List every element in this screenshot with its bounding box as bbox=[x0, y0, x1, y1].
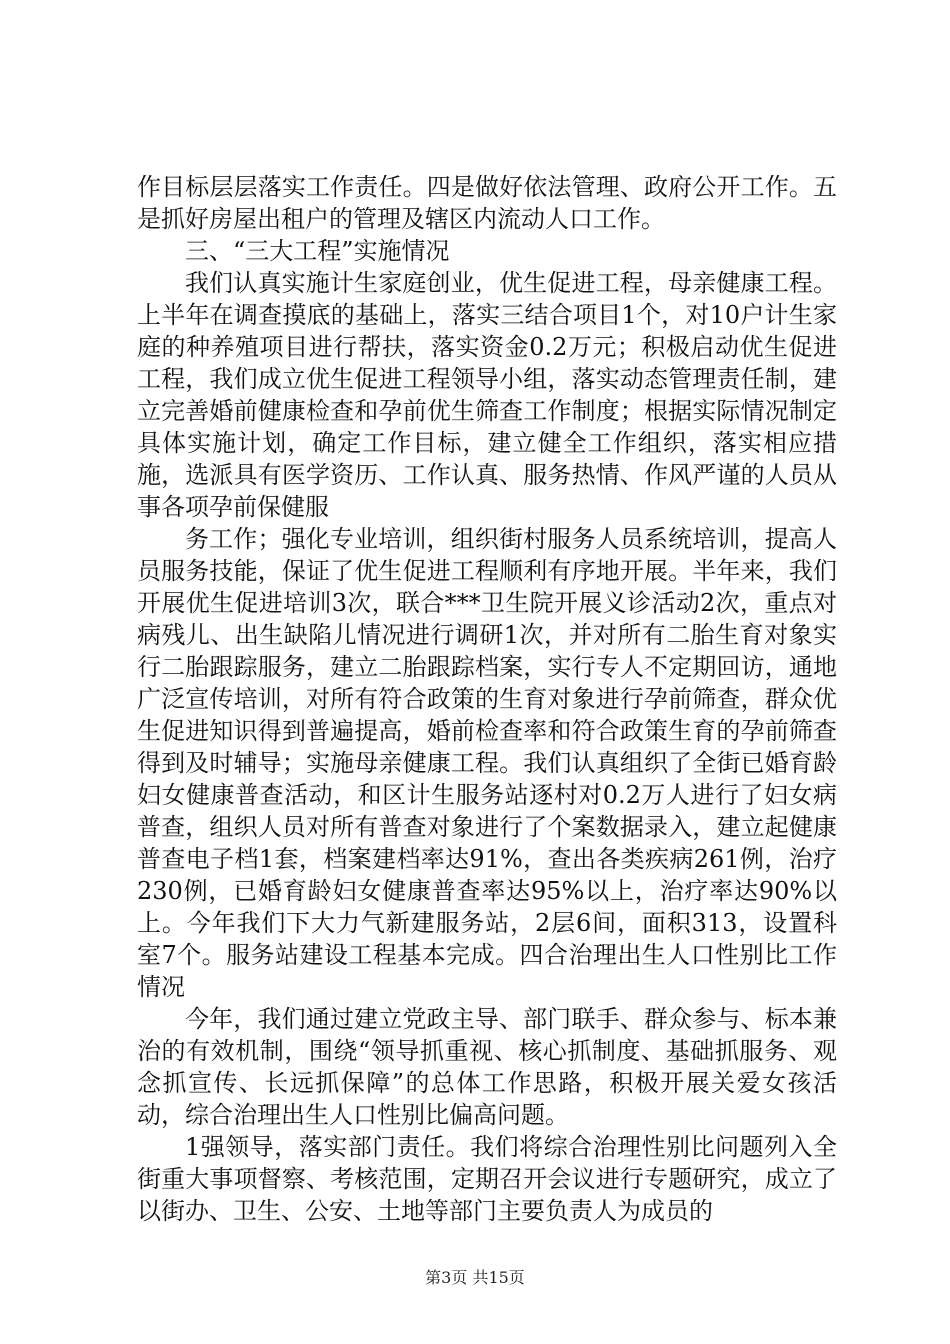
section-heading: 三、“三大工程”实施情况 bbox=[185, 237, 450, 265]
paragraph: 1强领导，落实部门责任。我们将综合治理性别比问题列入全街重大事项督察、考核范围，定期召开会议进行专题研究，成立了以街办、卫生、公安、土地等部门主要负责人为成员的 bbox=[137, 1133, 837, 1225]
paragraph: 今年，我们通过建立党政主导、部门联手、群众参与、标本兼治的有效机制，围绕“领导抓重视、核心抓制度、基础抓服务、观念抓宣传、长远抓保障”的总体工作思路，积极开展关爱女孩活动，综合治理出生人口性别比偏高问题。 bbox=[137, 1005, 837, 1129]
page-number-footer: 第3页 共15页 bbox=[425, 1268, 525, 1287]
paragraph-continuation: 作目标层层落实工作责任。四是做好依法管理、政府公开工作。五是抓好房屋出租户的管理及辖区内流动人口工作。 bbox=[137, 173, 837, 233]
paragraph: 务工作；强化专业培训，组织街村服务人员系统培训，提高人员服务技能，保证了优生促进工程顺利有序地开展。半年来，我们开展优生促进培训3次，联合***卫生院开展义诊活动2次，重点对病残儿、出生缺陷儿情况进行调研1次，并对所有二胎生育对象实行二胎跟踪服务，建立二胎跟踪档案，实行专人不定期回访，通地广泛宣传培训，对所有符合政策的生育对象进行孕前筛查，群众优生促进知识得到普遍提高，婚前检查率和符合政策生育的孕前筛查得到及时辅导；实施母亲健康工程。我们认真组织了全街已婚育龄妇女健康普查活动，和区计生服务站逐村对0.2万人进行了妇女病普查，组织人员对所有普查对象进行了个案数据录入，建立起健康普查电子档1套，档案建档率达91%，查出各类疾病261例，治疗230例，已婚育龄妇女健康普查率达95%以上，治疗率达90%以上。今年我们下大力气新建服务站，2层6间，面积313，设置科室7个。服务站建设工程基本完成。四合治理出生人口性别比工作情况 bbox=[137, 525, 837, 1001]
paragraph: 我们认真实施计生家庭创业，优生促进工程，母亲健康工程。上半年在调查摸底的基础上，落实三结合项目1个，对10户计生家庭的种养殖项目进行帮扶，落实资金0.2万元；积极启动优生促进工程，我们成立优生促进工程领导小组，落实动态管理责任制，建立完善婚前健康检查和孕前优生筛查工作制度；根据实际情况制定具体实施计划，确定工作目标，建立健全工作组织，落实相应措施，选派具有医学资历、工作认真、服务热情、作风严谨的人员从事各项孕前保健服 bbox=[137, 269, 837, 521]
document-body bbox=[137, 171, 837, 1227]
